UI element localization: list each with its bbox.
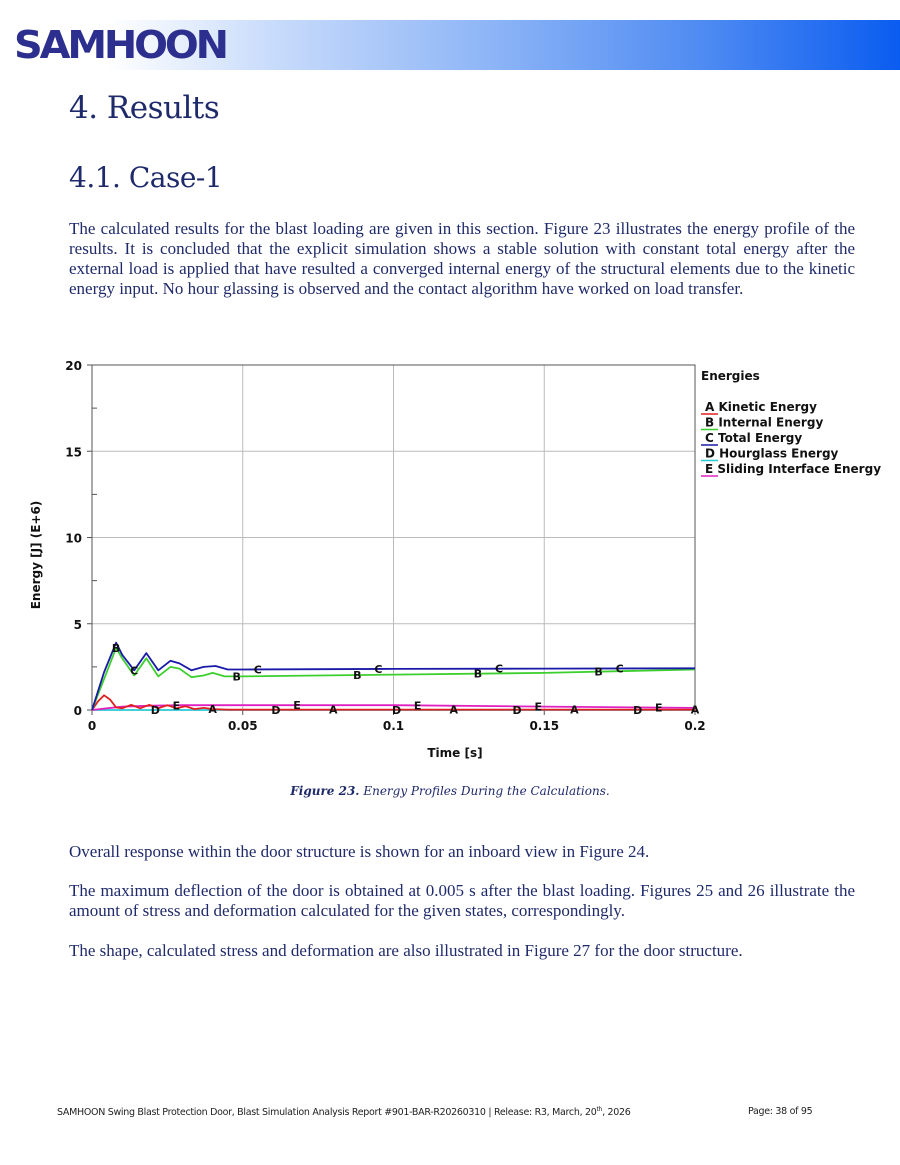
intro-paragraph: The calculated results for the blast loading are given in this section. Figure 23 illustrates the energy profile of the results. It is concluded that the explicit simulation shows a stable solution with constant total energy after the external load is applied that have resulted a converged internal energy of the structural elements due to the kinetic energy input. No hour glassing is observed and the contact algorithm have worked on load transfer. xyxy=(69,219,855,298)
series-marker-c: C xyxy=(615,662,624,676)
body-paragraph-4: The shape, calculated stress and deformation are also illustrated in Figure 27 for the door structure. xyxy=(69,941,743,960)
footer-text-post: , 2026 xyxy=(602,1107,631,1119)
samhoon-logo: SAMHOON xyxy=(14,23,226,67)
x-tick-label: 0.2 xyxy=(684,719,706,733)
series-marker-b: B xyxy=(594,665,603,679)
series-marker-b: B xyxy=(111,641,121,655)
x-tick-label: 0.15 xyxy=(529,719,560,733)
series-marker-b: B xyxy=(232,670,241,684)
legend-item-e: E Sliding Interface Energy xyxy=(705,462,882,476)
figure-label: Figure 23. xyxy=(290,784,360,798)
x-tick-label: 0.05 xyxy=(227,719,258,733)
y-tick-label: 15 xyxy=(65,445,82,460)
legend-item-c: C Total Energy xyxy=(705,431,803,445)
series-marker-d: D xyxy=(633,704,643,717)
subsection-title: 4.1. Case-1 xyxy=(69,161,223,194)
series-marker-d: D xyxy=(391,704,402,717)
energy-chart xyxy=(0,350,900,770)
series-marker-d: D xyxy=(271,704,281,717)
series-marker-e: E xyxy=(534,700,542,714)
x-tick-label: 0.1 xyxy=(382,719,405,733)
series-marker-b: B xyxy=(353,669,362,683)
series-marker-e: E xyxy=(413,699,422,713)
series-marker-e: E xyxy=(293,699,301,713)
series-marker-b: B xyxy=(473,667,483,681)
footer-text-sup: th xyxy=(596,1106,603,1113)
footer-page-number: Page: 38 of 95 xyxy=(748,1106,813,1117)
y-tick-label: 10 xyxy=(65,531,82,546)
series-marker-e: E xyxy=(172,699,181,713)
chart-grid xyxy=(92,365,695,713)
figure-caption-text: Energy Profiles During the Calculations. xyxy=(363,784,610,798)
series-marker-c: C xyxy=(130,664,139,678)
body-paragraph-2: Overall response within the door structure is shown for an inboard view in Figure 24. xyxy=(69,842,650,861)
figure-caption xyxy=(0,784,900,798)
series-marker-a: A xyxy=(328,703,338,717)
y-axis-label: Energy [J] (E+6) xyxy=(29,500,43,610)
body-paragraph-3: The maximum deflection of the door is obtained at 0.005 s after the blast loading. Figures 25 and 26 illustrate the amount of stress and deformation calculated for the given states, correspondingly. xyxy=(69,881,855,920)
chart-legend xyxy=(701,369,881,476)
y-tick-label: 5 xyxy=(73,617,82,632)
series-marker-a: A xyxy=(690,703,700,717)
section-title: 4. Results xyxy=(69,90,220,126)
series-marker-d: D xyxy=(512,704,522,717)
y-tick-label: 20 xyxy=(65,359,82,373)
chart-axes xyxy=(65,359,705,733)
footer-report-info xyxy=(57,1106,630,1118)
series-marker-a: A xyxy=(449,703,459,717)
series-marker-d: D xyxy=(150,704,160,717)
series-marker-c: C xyxy=(253,663,262,677)
legend-item-d: D Hourglass Energy xyxy=(705,446,839,461)
series-marker-e: E xyxy=(655,701,663,715)
footer-text-pre: SAMHOON Swing Blast Protection Door, Blast Simulation Analysis Report #901-BAR-R20260310 | Release: R3, March, 20 xyxy=(57,1107,597,1119)
x-tick-label: 0 xyxy=(87,719,97,733)
y-tick-label: 0 xyxy=(73,704,82,718)
series-marker-c: C xyxy=(494,662,504,676)
legend-item-b: B Internal Energy xyxy=(705,415,824,430)
series-marker-c: C xyxy=(374,662,383,676)
series-marker-a: A xyxy=(208,703,217,717)
legend-title: Energies xyxy=(701,369,760,383)
legend-item-a: A Kinetic Energy xyxy=(705,400,817,414)
series-marker-a: A xyxy=(570,703,579,717)
x-axis-label: Time [s] xyxy=(427,746,483,760)
energy-chart-svg xyxy=(0,350,900,770)
